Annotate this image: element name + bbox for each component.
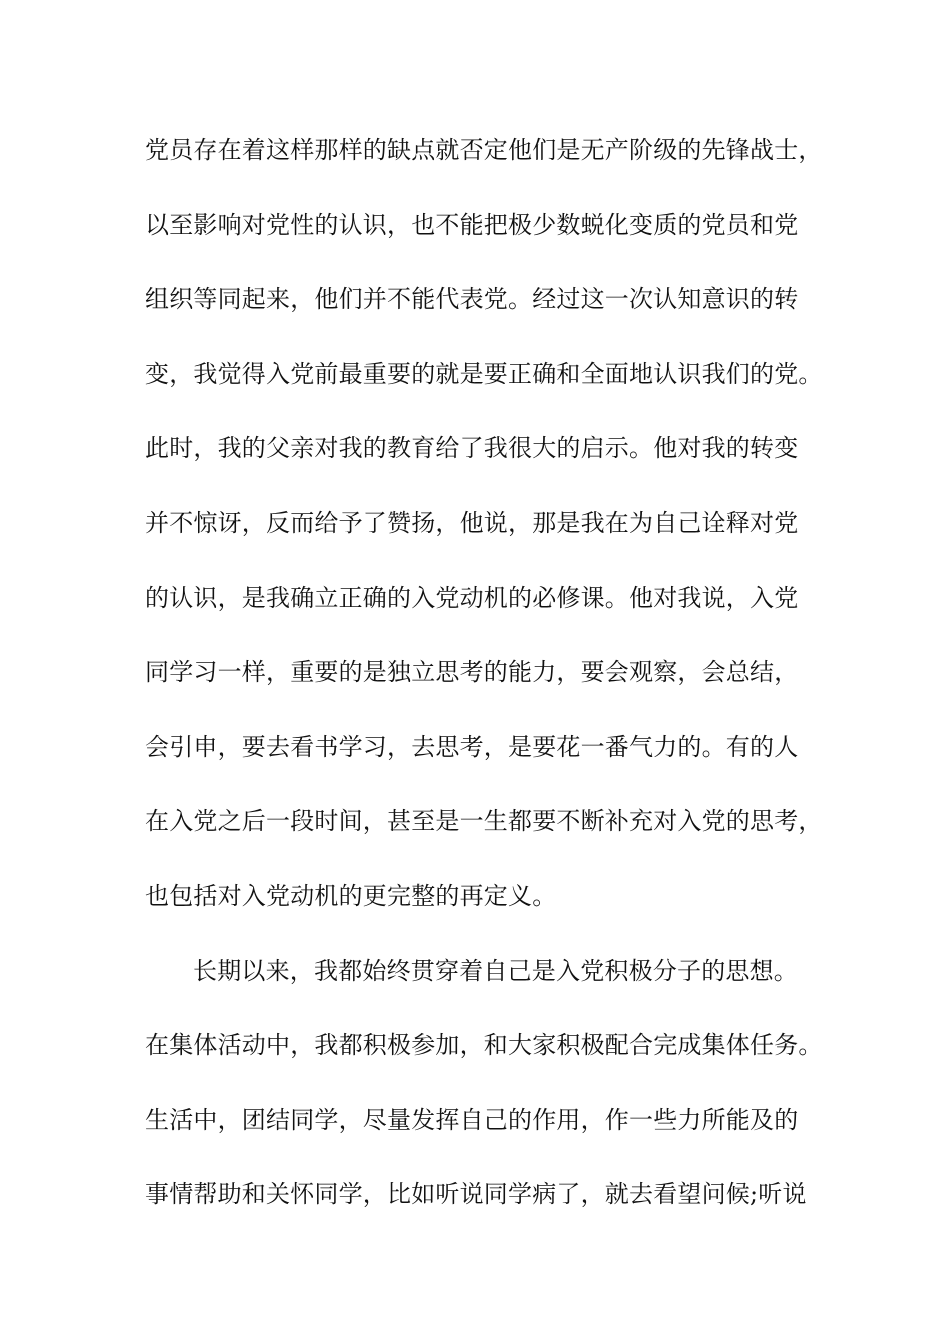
text-line: 组织等同起来，他们并不能代表党。经过这一次认知意识的转 xyxy=(145,285,799,314)
paragraph-first-line: 长期以来，我都始终贯穿着自己是入党积极分子的思想。 xyxy=(193,956,798,985)
body-text xyxy=(145,128,835,1247)
text-line: 以至影响对党性的认识，也不能把极少数蜕化变质的党员和党 xyxy=(145,210,799,239)
text-line: 会引申，要去看书学习，去思考，是要花一番气力的。有的人 xyxy=(145,732,799,761)
text-line: 变，我觉得入党前最重要的就是要正确和全面地认识我们的党。 xyxy=(145,359,823,388)
text-line: 也包括对入党动机的更完整的再定义。 xyxy=(145,881,557,910)
text-line: 生活中，团结同学，尽量发挥自己的作用，作一些力所能及的 xyxy=(145,1105,799,1134)
text-line: 在集体活动中，我都积极参加，和大家积极配合完成集体任务。 xyxy=(145,1031,823,1060)
text-line: 事情帮助和关怀同学，比如听说同学病了，就去看望问候;听说 xyxy=(145,1180,807,1209)
text-line: 党员存在着这样那样的缺点就否定他们是无产阶级的先锋战士， xyxy=(145,136,823,164)
text-line: 的认识，是我确立正确的入党动机的必修课。他对我说，入党 xyxy=(145,583,799,612)
text-line: 并不惊讶，反而给予了赞扬，他说，那是我在为自己诠释对党 xyxy=(145,508,799,537)
text-line: 此时，我的父亲对我的教育给了我很大的启示。他对我的转变 xyxy=(145,434,799,463)
text-line: 同学习一样，重要的是独立思考的能力，要会观察，会总结， xyxy=(145,658,799,687)
text-line: 在入党之后一段时间，甚至是一生都要不断补充对入党的思考， xyxy=(145,807,823,836)
